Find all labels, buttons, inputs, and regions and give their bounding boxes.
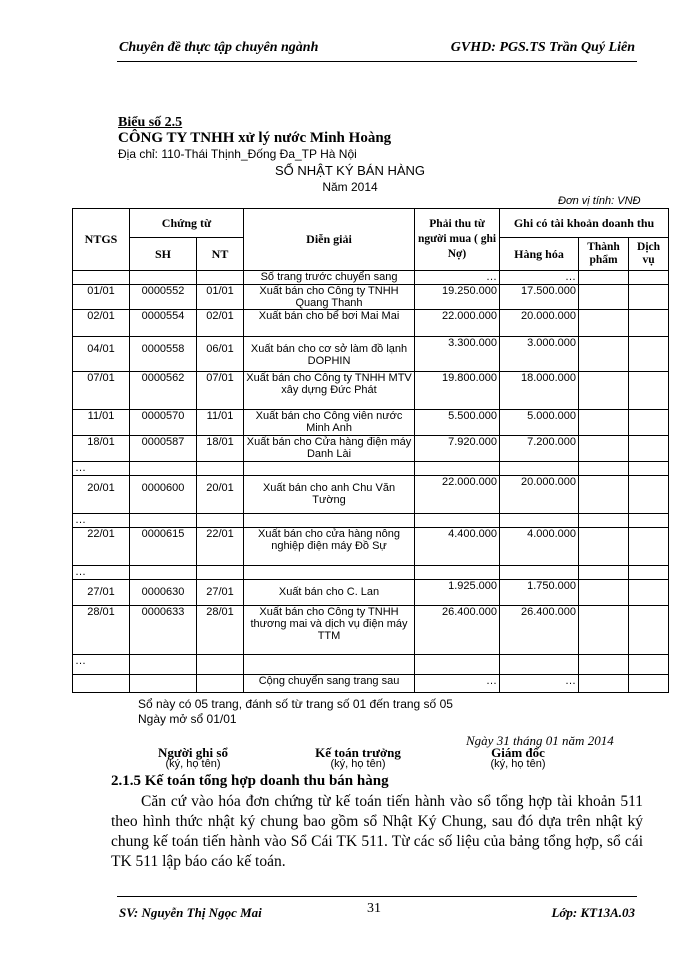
- row-nt: 01/01: [197, 285, 244, 310]
- row-dien-giai: Xuất bán cho C. Lan: [244, 580, 415, 606]
- row-nt: 02/01: [197, 310, 244, 337]
- row-hang-hoa: 4.000.000: [500, 528, 579, 566]
- col-sh: SH: [130, 238, 197, 271]
- page-footer: [117, 896, 637, 926]
- row-hang-hoa: 20.000.000: [500, 476, 579, 514]
- row-hang-hoa: 7.200.000: [500, 436, 579, 462]
- table-row: [73, 310, 669, 337]
- row-sh: 0000600: [130, 476, 197, 514]
- ellipsis-row: [73, 514, 669, 528]
- carry-in-phai-thu: …: [415, 271, 500, 285]
- row-phai-thu: 4.400.000: [415, 528, 500, 566]
- col-thanh-pham: Thành phẩm: [579, 238, 629, 271]
- row-dien-giai: Xuất bán cho Công ty TNHH Quang Thanh: [244, 285, 415, 310]
- row-hang-hoa: 20.000.000: [500, 310, 579, 337]
- signature-chief-accountant-note: (ký, họ tên): [330, 758, 386, 770]
- row-sh: 0000615: [130, 528, 197, 566]
- row-nt: 20/01: [197, 476, 244, 514]
- row-phai-thu: 1.925.000: [415, 580, 500, 606]
- ellipsis-row: [73, 655, 669, 675]
- row-sh: 0000552: [130, 285, 197, 310]
- signature-chief-accountant-title: Kế toán trưởng: [315, 745, 401, 760]
- row-sh: 0000587: [130, 436, 197, 462]
- footer-class: Lớp: KT13A.03: [551, 905, 635, 920]
- row-dien-giai: Xuất bán cho Công ty TNHH thương mai và dịch vụ điện máy TTM: [244, 606, 415, 655]
- row-ntgs: 02/01: [73, 310, 130, 337]
- row-nt: 27/01: [197, 580, 244, 606]
- ellipsis-row: [73, 462, 669, 476]
- row-phai-thu: 7.920.000: [415, 436, 500, 462]
- row-hang-hoa: 26.400.000: [500, 606, 579, 655]
- row-phai-thu: 19.800.000: [415, 372, 500, 410]
- row-nt: 07/01: [197, 372, 244, 410]
- col-dich-vu: Dịch vụ: [629, 238, 669, 271]
- section-heading: 2.1.5 Kế toán tổng hợp doanh thu bán hàng: [111, 773, 389, 789]
- ledger-title: SỔ NHẬT KÝ BÁN HÀNG: [274, 163, 425, 178]
- row-nt: 28/01: [197, 606, 244, 655]
- page-count-note: Sổ này có 05 trang, đánh số từ trang số 01 đến trang số 05: [138, 697, 453, 711]
- col-dien-giai: Diễn giải: [244, 209, 415, 271]
- footer-student: SV: Nguyễn Thị Ngọc Mai: [119, 905, 262, 920]
- row-ntgs: 07/01: [73, 372, 130, 410]
- row-ntgs: 20/01: [73, 476, 130, 514]
- row-phai-thu: 26.400.000: [415, 606, 500, 655]
- row-nt: 22/01: [197, 528, 244, 566]
- ellipsis-cell: …: [73, 655, 130, 675]
- row-phai-thu: 22.000.000: [415, 310, 500, 337]
- carry-out-phai-thu: …: [415, 675, 500, 693]
- table-row: [73, 285, 669, 310]
- signature-recorder-title: Người ghi sổ: [158, 745, 228, 760]
- row-sh: 0000562: [130, 372, 197, 410]
- carry-in-hang-hoa: …: [500, 271, 579, 285]
- col-nt: NT: [197, 238, 244, 271]
- carry-in-row: [73, 271, 669, 285]
- table-row: [73, 606, 669, 655]
- carry-out-row: [73, 675, 669, 693]
- header-course-title: Chuyên đề thực tập chuyên ngành: [119, 40, 319, 55]
- row-sh: 0000633: [130, 606, 197, 655]
- table-row: [73, 528, 669, 566]
- row-phai-thu: 19.250.000: [415, 285, 500, 310]
- table-row: [73, 372, 669, 410]
- header-supervisor: GVHD: PGS.TS Trần Quý Liên: [450, 40, 635, 55]
- row-hang-hoa: 17.500.000: [500, 285, 579, 310]
- row-nt: 18/01: [197, 436, 244, 462]
- row-ntgs: 22/01: [73, 528, 130, 566]
- company-address: Địa chỉ: 110-Thái Thịnh_Đống Đa_TP Hà Nội: [118, 147, 357, 161]
- col-hang-hoa: Hàng hóa: [500, 238, 579, 271]
- row-nt: 11/01: [197, 410, 244, 436]
- signature-director-note: (ký, họ tên): [490, 758, 546, 770]
- signature-recorder-note: (ký, họ tên): [165, 758, 221, 770]
- col-ntgs: NTGS: [73, 209, 130, 271]
- ellipsis-cell: …: [73, 514, 130, 528]
- row-dien-giai: Xuất bán cho Công ty TNHH MTV xây dựng Đức Phát: [244, 372, 415, 410]
- ellipsis-row: [73, 566, 669, 580]
- row-phai-thu: 3.300.000: [415, 337, 500, 372]
- row-ntgs: 01/01: [73, 285, 130, 310]
- row-phai-thu: 22.000.000: [415, 476, 500, 514]
- sales-journal-table: [72, 208, 669, 693]
- row-dien-giai: Xuất bán cho cửa hàng nông nghiệp điện máy Đồ Sự: [244, 528, 415, 566]
- row-phai-thu: 5.500.000: [415, 410, 500, 436]
- open-date-note: Ngày mở sổ 01/01: [138, 712, 237, 726]
- row-sh: 0000570: [130, 410, 197, 436]
- row-sh: 0000558: [130, 337, 197, 372]
- row-dien-giai: Xuất bán cho Cửa hàng điện máy Danh Lài: [244, 436, 415, 462]
- carry-out-hang-hoa: …: [500, 675, 579, 693]
- table-row: [73, 410, 669, 436]
- table-row: [73, 476, 669, 514]
- row-hang-hoa: 1.750.000: [500, 580, 579, 606]
- row-ntgs: 11/01: [73, 410, 130, 436]
- page-number: 31: [367, 901, 381, 916]
- ellipsis-cell: …: [73, 462, 130, 476]
- company-name: CÔNG TY TNHH xử lý nước Minh Hoàng: [118, 130, 392, 146]
- row-dien-giai: Xuất bán cho anh Chu Văn Tường: [244, 476, 415, 514]
- row-hang-hoa: 5.000.000: [500, 410, 579, 436]
- table-row: [73, 580, 669, 606]
- body-paragraph-text: Căn cứ vào hóa đơn chứng từ kế toán tiến hành vào sổ tổng hợp tài khoản 511 theo hình thức nhật ký chung bao gồm sổ Nhật Ký Chung, sau đó dựa trên nhật ký chung kế toán tiến hành vào Sổ Cái TK 511. Từ các số liệu của bảng tổng hợp, sổ cái TK 511 lập báo cáo kế toán.: [111, 793, 643, 870]
- row-ntgs: 28/01: [73, 606, 130, 655]
- row-nt: 06/01: [197, 337, 244, 372]
- col-phai-thu: Phải thu từ người mua ( ghi Nợ): [415, 209, 500, 271]
- table-row: [73, 436, 669, 462]
- body-paragraph: [111, 792, 643, 872]
- row-dien-giai: Xuất bán cho cơ sở làm đồ lạnh DOPHIN: [244, 337, 415, 372]
- table-row: [73, 337, 669, 372]
- row-dien-giai: Xuất bán cho Công viên nước Minh Anh: [244, 410, 415, 436]
- row-ntgs: 18/01: [73, 436, 130, 462]
- signature-director-title: Giám đốc: [491, 745, 545, 760]
- ledger-year: Năm 2014: [322, 180, 378, 194]
- row-ntgs: 04/01: [73, 337, 130, 372]
- row-hang-hoa: 18.000.000: [500, 372, 579, 410]
- carry-out-label: Cộng chuyển sang trang sau: [244, 675, 415, 693]
- row-hang-hoa: 3.000.000: [500, 337, 579, 372]
- col-chung-tu: Chứng từ: [130, 209, 244, 238]
- page-header: [117, 38, 637, 62]
- signing-date: Ngày 31 tháng 01 năm 2014: [466, 733, 614, 748]
- row-dien-giai: Xuất bán cho bể bơi Mai Mai: [244, 310, 415, 337]
- row-ntgs: 27/01: [73, 580, 130, 606]
- currency-unit: Đơn vị tính: VNĐ: [558, 195, 641, 207]
- carry-in-label: Số trang trước chuyển sang: [244, 271, 415, 285]
- form-number: Biểu số 2.5: [118, 115, 183, 130]
- ellipsis-cell: …: [73, 566, 130, 580]
- col-ghi-co: Ghi có tài khoản doanh thu: [500, 209, 669, 238]
- row-sh: 0000554: [130, 310, 197, 337]
- row-sh: 0000630: [130, 580, 197, 606]
